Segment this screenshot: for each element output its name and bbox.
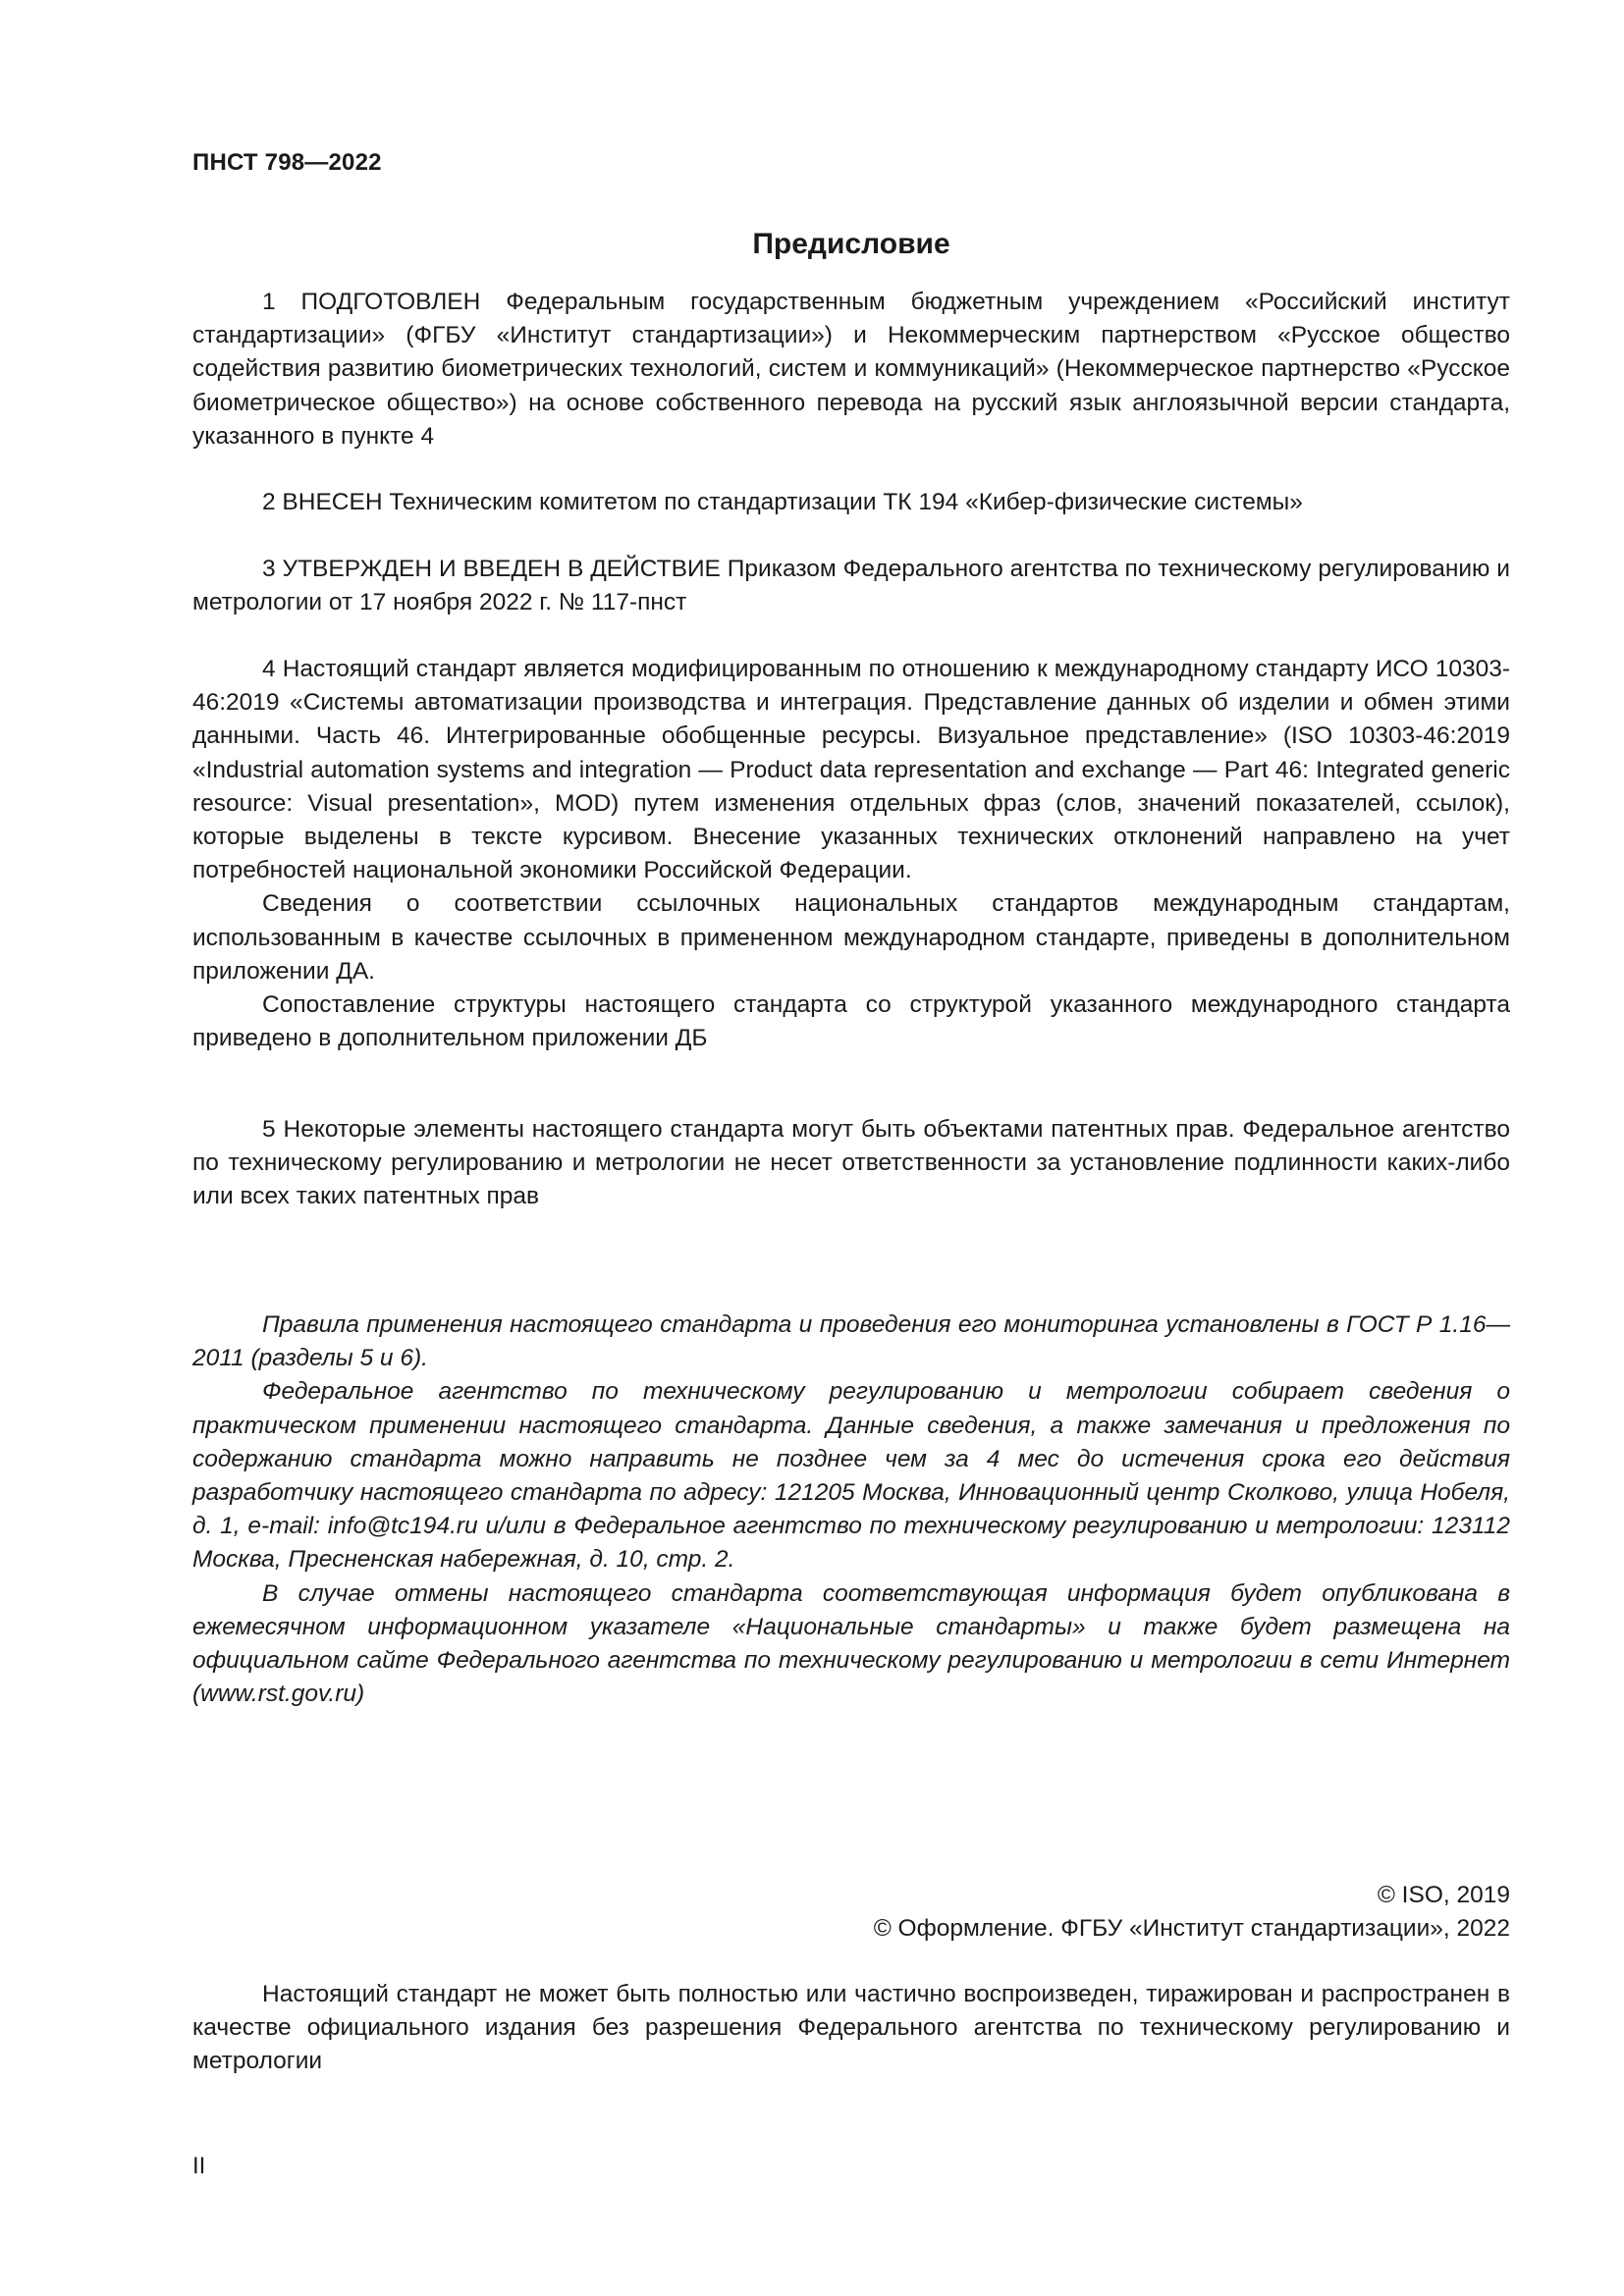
foreword-item-1 (192, 286, 1510, 454)
notice-rules: Правила применения настоящего стандарта и проведения его мониторинга установлены в ГОСТ Р 1.16—2011 (разделы 5 и 6). (192, 1311, 1510, 1372)
foreword-item-2-text: 2 ВНЕСЕН Техническим комитетом по стандартизации ТК 194 «Кибер-физические системы» (262, 489, 1303, 515)
foreword-item-2 (192, 486, 1510, 519)
reproduction-notice (192, 1978, 1510, 2079)
foreword-item-4-text: 4 Настоящий стандарт является модифицированным по отношению к международному стандарту ИСО 10303-46:2019 «Системы автоматизации производства и интеграция. Представление данных об изделии и обмен этими данными. Часть 46. Интегрированные обобщенные ресурсы. Визуальное представление» (ISO 10303-46:2019 «Industrial automation systems and integration — Product data representation and exchange — Part 46: Integrated generic resource: Visual presentation», MOD) путем изменения отдельных фраз (слов, значений показателей, ссылок), которые выделены в тексте курсивом. Внесение указанных технических отклонений направлено на учет потребностей национальной экономики Российской Федерации. (192, 656, 1510, 884)
foreword-item-4-structure: Сопоставление структуры настоящего стандарта со структурой указанного международного стандарта приведено в дополнительном приложении ДБ (192, 991, 1510, 1052)
notice-feedback: Федеральное агентство по техническому регулированию и метрологии собирает сведения о практическом применении настоящего стандарта. Данные сведения, а также замечания и предложения по содержанию стандарта можно направить не позднее чем за 4 мес до истечения срока его действия разработчику настоящего стандарта по адресу: 121205 Москва, Инновационный центр Сколково, улица Нобеля, д. 1, e-mail: info@tc194.ru и/или в Федеральное агентство по техническому регулированию и метрологии: 123112 Москва, Пресненская набережная, д. 10, стр. 2. (192, 1378, 1510, 1574)
foreword-item-5 (192, 1113, 1510, 1214)
page-number: II (192, 2153, 206, 2179)
foreword-item-4-references: Сведения о соответствии ссылочных национальных стандартов международным стандартам, использованным в качестве ссылочных в примененном международном стандарте, приведены в дополнительном приложении ДА. (192, 890, 1510, 985)
copyright-block (192, 1879, 1510, 1946)
copyright-iso: © ISO, 2019 (1377, 1882, 1510, 1908)
page-title: Предисловие (752, 228, 950, 260)
document-code: ПНСТ 798—2022 (192, 149, 382, 176)
foreword-item-5-text: 5 Некоторые элементы настоящего стандарта могут быть объектами патентных прав. Федеральное агентство по техническому регулированию и метрологии не несет ответственности за установление подлинности каких-либо или всех таких патентных прав (192, 1116, 1510, 1210)
notice-cancellation: В случае отмены настоящего стандарта соответствующая информация будет опубликована в ежемесячном информационном указателе «Национальные стандарты» и также будет размещена на официальном сайте Федерального агентства по техническому регулированию и метрологии в сети Интернет (www.rst.gov.ru) (192, 1579, 1510, 1708)
foreword-item-3-text: 3 УТВЕРЖДЕН И ВВЕДЕН В ДЕЙСТВИЕ Приказом Федерального агентства по техническому регулированию и метрологии от 17 ноября 2022 г. № 117-пнст (192, 556, 1510, 616)
foreword-item-1-text: 1 ПОДГОТОВЛЕН Федеральным государственным бюджетным учреждением «Российский институт стандартизации» (ФГБУ «Институт стандартизации») и Некоммерческим партнерством «Русское общество содействия развитию биометрических технологий, систем и коммуникаций» (Некоммерческое партнерство «Русское биометрическое общество») на основе собственного перевода на русский язык англоязычной версии стандарта, указанного в пункте 4 (192, 289, 1510, 450)
reproduction-notice-text: Настоящий стандарт не может быть полностью или частично воспроизведен, тиражирован и распространен в качестве официального издания без разрешения Федерального агентства по техническому регулированию и метрологии (192, 1981, 1510, 2075)
foreword-item-3 (192, 553, 1510, 619)
foreword-item-4 (192, 653, 1510, 1055)
standard-application-notice (192, 1308, 1510, 1711)
copyright-design: © Оформление. ФГБУ «Институт стандартизации», 2022 (873, 1915, 1510, 1943)
